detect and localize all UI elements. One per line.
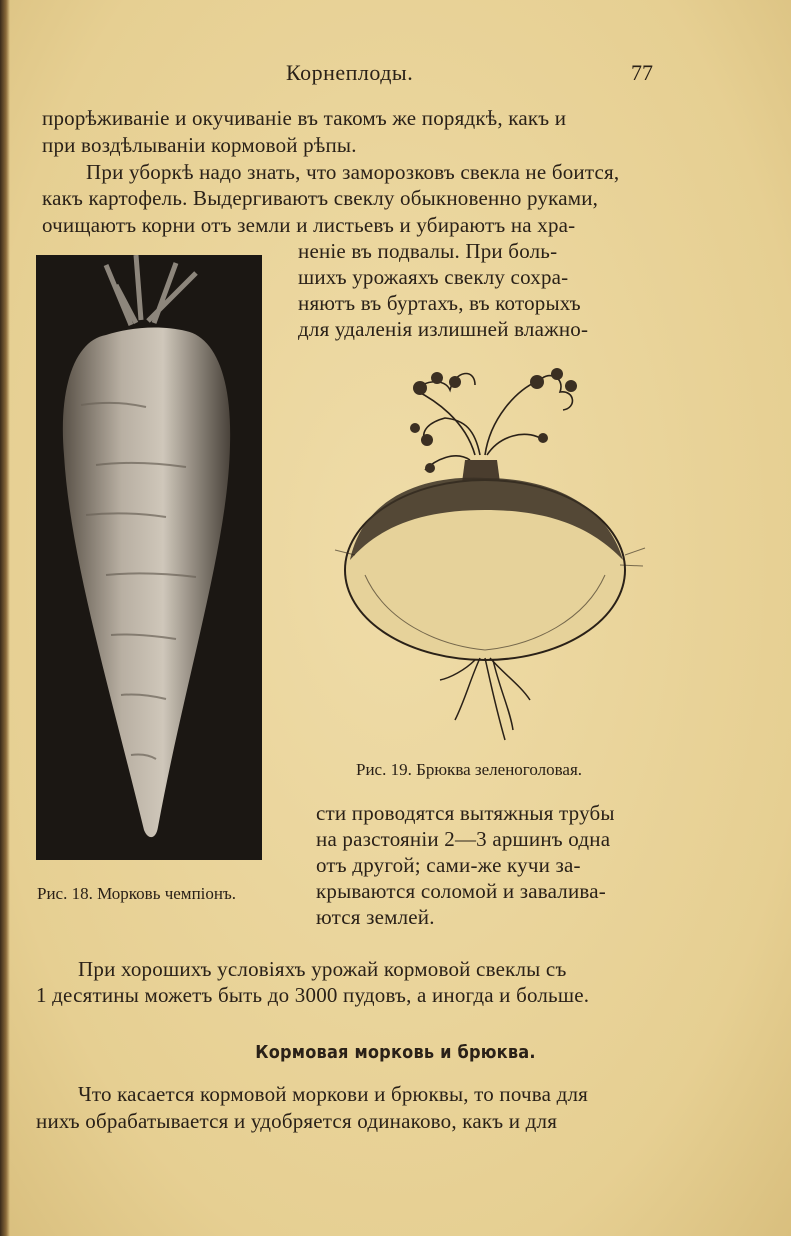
column-line: для удаленія излишней влажно-	[298, 317, 589, 341]
text-line: 1 десятины можетъ быть до 3000 пудовъ, а иногда и больше.	[36, 983, 590, 1007]
column-line: на разстояніи 2—3 аршинъ одна	[316, 827, 611, 851]
column-line: няютъ въ буртахъ, въ которыхъ	[298, 291, 581, 315]
text-line	[42, 104, 657, 132]
running-head: Корнеплоды.	[286, 60, 414, 85]
column-line: сти проводятся вытяжныя трубы	[316, 801, 615, 825]
column-line: шихъ урожаяхъ свеклу сохра-	[298, 265, 569, 289]
text-line: Что касается кормовой моркови и брюквы, то почва для	[78, 1082, 589, 1106]
column-line: отъ другой; сами-же кучи за-	[316, 853, 581, 877]
carrot-photograph	[36, 255, 262, 860]
column-line: крываются соломой и завалива-	[316, 879, 606, 903]
book-spine-shadow	[0, 0, 10, 1236]
line-text: прорѣживаніе и окучиваніе въ такомъ же порядкѣ, какъ и	[42, 106, 567, 130]
page-number: 77	[631, 60, 653, 85]
text-line: очищаютъ корни отъ земли и листьевъ и убираютъ на хра-	[42, 213, 576, 237]
figure-19-caption: Рис. 19. Брюква зеленоголовая.	[356, 760, 583, 779]
swede-engraving	[325, 360, 655, 750]
text-line: какъ картофель. Выдергиваютъ свеклу обыкновенно руками,	[42, 186, 599, 210]
text-line: При хорошихъ условіяхъ урожай кормовой свеклы съ	[78, 957, 567, 981]
column-line: ются землей.	[316, 905, 435, 929]
text-line: При уборкѣ надо знать, что заморозковъ свекла не боится,	[86, 160, 620, 184]
figure-18-caption: Рис. 18. Морковь чемпіонъ.	[37, 884, 237, 903]
swede-image	[325, 360, 655, 750]
text-line: при воздѣлываніи кормовой рѣпы.	[42, 133, 357, 157]
text-line: нихъ обрабатывается и удобряется одинаково, какъ и для	[36, 1109, 558, 1133]
column-line: неніе въ подвалы. При боль-	[298, 239, 558, 263]
carrot-image	[36, 255, 262, 860]
section-heading: Кормовая морковь и брюква.	[255, 1042, 536, 1063]
